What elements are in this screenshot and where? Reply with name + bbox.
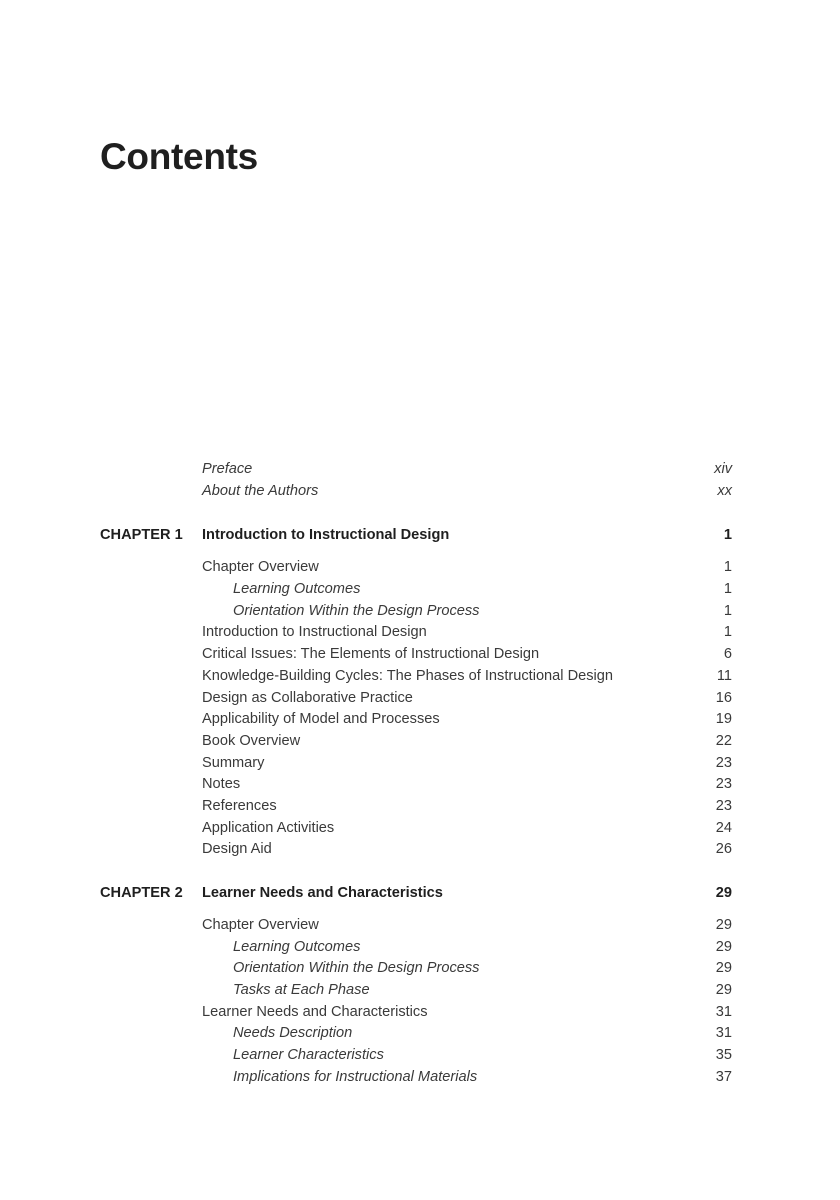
toc-entry-page: 37 bbox=[715, 1068, 732, 1085]
toc-entry[interactable] bbox=[100, 622, 732, 644]
chapter-number: CHAPTER 2 bbox=[100, 885, 183, 901]
toc-entry-label: Orientation Within the Design Process bbox=[233, 602, 480, 619]
toc-entry-page: 23 bbox=[715, 797, 732, 814]
toc-entry-page: 19 bbox=[715, 711, 732, 728]
toc-entry[interactable] bbox=[100, 753, 732, 775]
toc-entry-label: Book Overview bbox=[202, 732, 301, 749]
toc-entry-label: Learner Characteristics bbox=[233, 1047, 384, 1064]
toc-subentry[interactable] bbox=[100, 980, 732, 1002]
toc-entry-page: 35 bbox=[715, 1047, 732, 1064]
toc-entry-page: 29 bbox=[715, 917, 732, 933]
toc-entry[interactable] bbox=[100, 818, 732, 840]
toc-entry-label: Critical Issues: The Elements of Instructional Design bbox=[202, 646, 540, 663]
toc-entry-page: 31 bbox=[715, 1025, 732, 1042]
toc-entry-page: 23 bbox=[715, 754, 732, 771]
toc-subentry[interactable] bbox=[100, 937, 732, 959]
toc-entry-label: Design Aid bbox=[202, 841, 272, 858]
spacer bbox=[100, 546, 732, 557]
toc-entry-page: 23 bbox=[715, 776, 732, 793]
toc-entry-label: Applicability of Model and Processes bbox=[202, 711, 440, 728]
toc-entry[interactable] bbox=[100, 644, 732, 666]
toc-entry-preface[interactable] bbox=[100, 459, 732, 481]
chapter-page: 29 bbox=[715, 885, 732, 901]
toc-subentry[interactable] bbox=[100, 579, 732, 601]
chapter-title: Learner Needs and Characteristics bbox=[202, 885, 443, 901]
table-of-contents bbox=[100, 459, 732, 1089]
spacer bbox=[100, 502, 732, 524]
toc-entry-about-the-authors[interactable] bbox=[100, 481, 732, 503]
spacer bbox=[100, 861, 732, 882]
toc-entry-label: Learning Outcomes bbox=[233, 938, 361, 955]
toc-entry-label: Design as Collaborative Practice bbox=[202, 689, 413, 706]
toc-entry-label: Implications for Instructional Materials bbox=[233, 1068, 478, 1085]
toc-entry[interactable] bbox=[100, 557, 732, 579]
chapter-heading-2[interactable] bbox=[100, 882, 732, 904]
toc-entry-page: 1 bbox=[723, 602, 732, 619]
toc-entry-label: Notes bbox=[202, 776, 241, 793]
toc-entry-label: Chapter Overview bbox=[202, 917, 319, 933]
toc-entry-page: 29 bbox=[715, 938, 732, 955]
toc-entry-page: 24 bbox=[715, 819, 732, 836]
toc-entry-page: 31 bbox=[715, 1003, 732, 1020]
toc-entry-page: 26 bbox=[715, 841, 732, 858]
page-title: Contents bbox=[100, 136, 258, 177]
toc-entry-label: Needs Description bbox=[233, 1025, 353, 1042]
spacer bbox=[100, 904, 732, 915]
toc-subentry[interactable] bbox=[100, 601, 732, 623]
toc-subentry[interactable] bbox=[100, 1045, 732, 1067]
toc-entry-page: 22 bbox=[715, 732, 732, 749]
toc-entry[interactable] bbox=[100, 915, 732, 937]
toc-entry-page: 6 bbox=[723, 646, 732, 663]
toc-entry-label: Introduction to Instructional Design bbox=[202, 624, 427, 641]
toc-entry[interactable] bbox=[100, 709, 732, 731]
toc-entry-page: xx bbox=[717, 482, 732, 499]
toc-entry[interactable] bbox=[100, 688, 732, 710]
toc-entry-label: Learning Outcomes bbox=[233, 581, 361, 598]
toc-entry[interactable] bbox=[100, 731, 732, 753]
toc-entry-label: Chapter Overview bbox=[202, 559, 319, 576]
toc-subentry[interactable] bbox=[100, 1067, 732, 1089]
toc-entry-page: 1 bbox=[723, 624, 732, 641]
chapter-page: 1 bbox=[723, 527, 732, 544]
toc-entry[interactable] bbox=[100, 796, 732, 818]
toc-entry-page: 11 bbox=[716, 667, 732, 684]
toc-entry-label: Application Activities bbox=[202, 819, 335, 836]
toc-entry-page: 29 bbox=[715, 982, 732, 999]
toc-entry[interactable] bbox=[100, 774, 732, 796]
toc-entry-label: Summary bbox=[202, 754, 265, 771]
toc-entry-page: 1 bbox=[723, 559, 732, 576]
toc-entry[interactable] bbox=[100, 666, 732, 688]
toc-entry-label: Tasks at Each Phase bbox=[233, 982, 370, 999]
toc-subentry[interactable] bbox=[100, 1023, 732, 1045]
toc-entry-label: Learner Needs and Characteristics bbox=[202, 1003, 428, 1020]
chapter-number: CHAPTER 1 bbox=[100, 527, 183, 544]
toc-entry-page: 1 bbox=[723, 581, 732, 598]
toc-entry-page: 29 bbox=[715, 960, 732, 977]
chapter-heading-1[interactable] bbox=[100, 524, 732, 546]
chapter-title: Introduction to Instructional Design bbox=[202, 527, 450, 544]
toc-entry-label: Knowledge-Building Cycles: The Phases of Instructional Design bbox=[202, 667, 614, 684]
toc-entry-label: References bbox=[202, 797, 277, 814]
toc-entry-page: xiv bbox=[714, 461, 732, 477]
toc-entry[interactable] bbox=[100, 1002, 732, 1024]
toc-entry[interactable] bbox=[100, 839, 732, 861]
toc-entry-label: Orientation Within the Design Process bbox=[233, 960, 480, 977]
toc-entry-page: 16 bbox=[715, 689, 732, 706]
toc-entry-label: About the Authors bbox=[202, 482, 319, 499]
toc-subentry[interactable] bbox=[100, 958, 732, 980]
toc-entry-label: Preface bbox=[202, 461, 253, 477]
